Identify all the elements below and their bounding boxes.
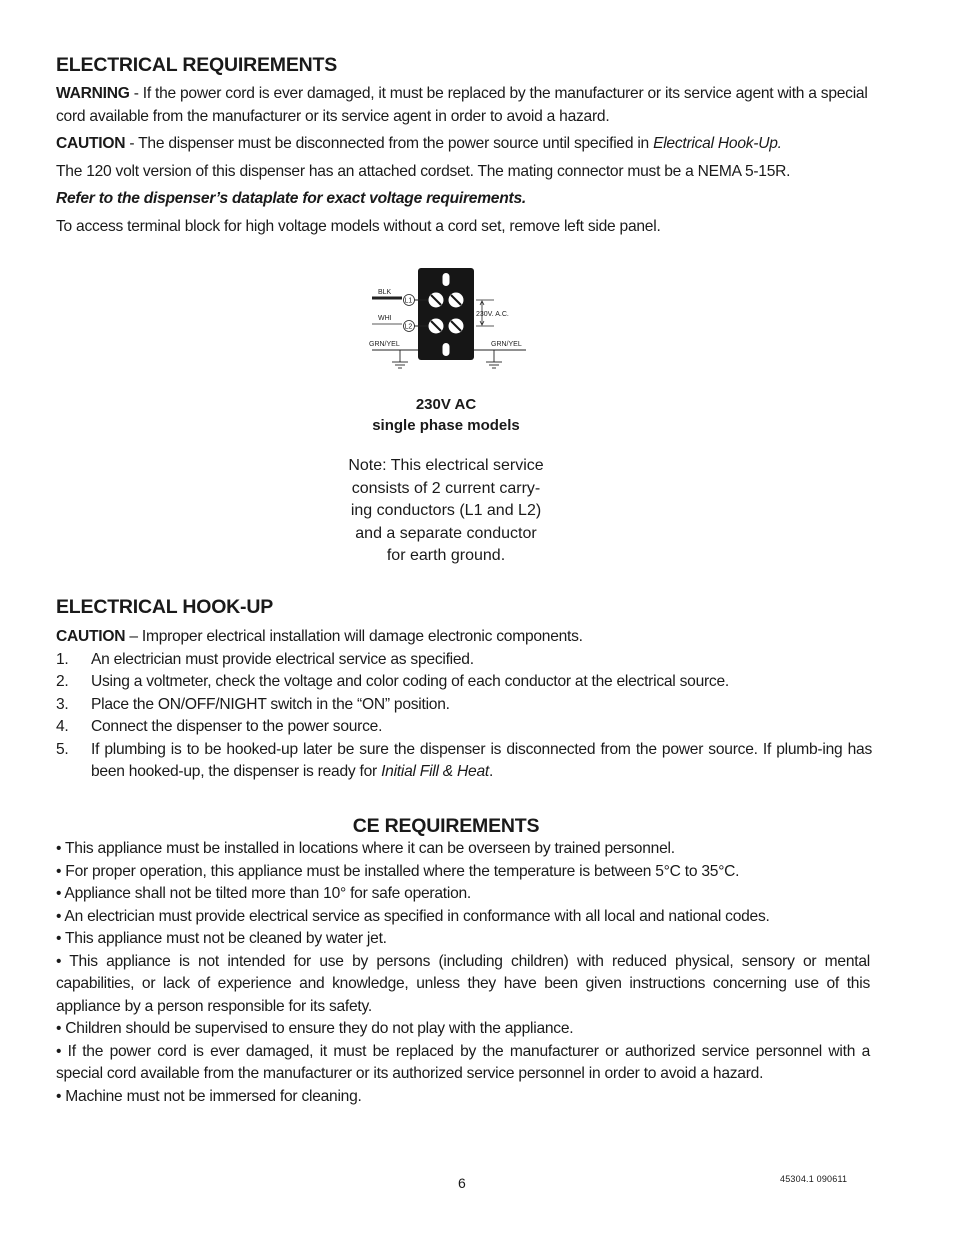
list-item: • Children should be supervised to ensure they do not play with the appliance. <box>56 1020 574 1037</box>
mounting-slot-top <box>443 273 450 286</box>
l2-label: L2 <box>404 323 413 331</box>
list-item <box>56 739 872 784</box>
caution-reference: Electrical Hook-Up. <box>653 135 782 152</box>
step-number: 5. <box>56 740 69 758</box>
document-number: 45304.1 090611 <box>780 1174 848 1184</box>
ground-left-label: GRN/YEL <box>369 341 400 348</box>
warning-text: - If the power cord is ever damaged, it must be replaced by the manufacturer or its service agent with a special cord available from the manufacturer or its service agent in order to avoid a hazard. <box>56 85 868 125</box>
l1-label: L1 <box>404 297 413 305</box>
step-text: Using a voltmeter, check the voltage and color coding of each conductor at the electrical source. <box>91 673 729 690</box>
step-number: 3. <box>56 695 69 713</box>
list-item: • Machine must not be immersed for cleaning. <box>56 1087 362 1105</box>
warning-paragraph <box>56 83 872 128</box>
note-line-1: Note: This electrical service <box>348 457 544 474</box>
caution-paragraph <box>56 133 872 156</box>
note-line-3: ing conductors (L1 and L2) <box>350 502 542 519</box>
step-end: . <box>488 763 494 780</box>
list-item: • If the power cord is ever damaged, it must be replaced by the manufacturer or authorized service personnel with a special cord available from the manufacturer or its authorized service personnel in order to avoid a hazard. <box>56 1042 870 1082</box>
page-number: 6 <box>458 1175 466 1191</box>
terminal-block-diagram <box>364 266 534 372</box>
ground-left-icon <box>372 350 418 368</box>
hookup-caution-text: – Improper electrical installation will damage electronic components. <box>125 628 583 645</box>
list-item <box>56 716 872 739</box>
caution-label: CAUTION <box>56 135 126 152</box>
electrical-hookup-heading: ELECTRICAL HOOK-UP <box>56 596 274 618</box>
service-note <box>56 455 836 568</box>
cordset-paragraph: The 120 volt version of this dispenser has an attached cordset. The mating connector must be a NEMA 5-15R. <box>56 162 791 180</box>
step-reference: Initial Fill & Heat <box>381 763 489 780</box>
voltage-label: 230V. A.C. <box>476 311 509 318</box>
diagram-caption <box>56 394 836 436</box>
list-item: • For proper operation, this appliance must be installed where the temperature is between 5°C to 35°C. <box>56 862 740 880</box>
step-text: Place the ON/OFF/NIGHT switch in the “ON” position. <box>91 695 450 713</box>
caption-line-1: 230V AC <box>415 396 477 413</box>
mounting-slot-bottom <box>443 343 450 356</box>
list-item <box>56 649 872 672</box>
step-text: Connect the dispenser to the power source. <box>91 718 383 735</box>
note-line-5: for earth ground. <box>386 547 506 564</box>
ground-right-label: GRN/YEL <box>491 341 522 348</box>
electrical-requirements-heading: ELECTRICAL REQUIREMENTS <box>56 54 338 76</box>
hookup-caution-label: CAUTION <box>56 628 126 645</box>
note-line-4: and a separate conductor <box>355 524 537 542</box>
hookup-steps <box>56 649 872 784</box>
warning-label: WARNING <box>56 85 130 102</box>
step-text: If plumbing is to be hooked-up later be sure the dispenser is disconnected from the power source. If plumb-ing has been hooked-up, the dispenser is ready for <box>91 740 872 780</box>
list-item <box>56 694 872 717</box>
whi-label: WHI <box>378 315 392 322</box>
dataplate-note: Refer to the dispenser’s dataplate for exact voltage requirements. <box>56 190 526 207</box>
list-item: • This appliance must be installed in locations where it can be overseen by trained personnel. <box>56 840 675 857</box>
note-line-2: consists of 2 current carry- <box>351 479 541 497</box>
caption-line-2: single phase models <box>372 417 520 434</box>
terminal-paragraph: To access terminal block for high voltage models without a cord set, remove left side panel. <box>56 217 661 235</box>
list-item <box>56 671 872 694</box>
list-item: • Appliance shall not be tilted more than 10° for safe operation. <box>56 885 472 902</box>
hookup-caution <box>56 626 872 649</box>
step-number: 1. <box>56 650 69 668</box>
step-number: 4. <box>56 718 69 735</box>
list-item: • This appliance is not intended for use by persons (including children) with reduced physical, sensory or mental capabilities, or lack of experience and knowledge, unless they have been given instructions concerning use of this appliance by a person responsible for its safety. <box>56 952 870 1015</box>
electrical-requirements-body <box>56 83 872 243</box>
ce-requirements-heading: CE REQUIREMENTS <box>352 815 540 837</box>
step-text: An electrician must provide electrical service as specified. <box>91 650 474 668</box>
caution-text: - The dispenser must be disconnected from the power source until specified in <box>125 135 654 152</box>
list-item: • An electrician must provide electrical service as specified in conformance with all local and national codes. <box>56 907 770 925</box>
electrical-hookup-body <box>56 626 872 784</box>
ground-right-icon <box>474 350 526 368</box>
list-item: • This appliance must not be cleaned by water jet. <box>56 930 387 947</box>
blk-label: BLK <box>378 289 392 296</box>
ce-requirements-list <box>56 838 870 1108</box>
step-number: 2. <box>56 673 69 690</box>
